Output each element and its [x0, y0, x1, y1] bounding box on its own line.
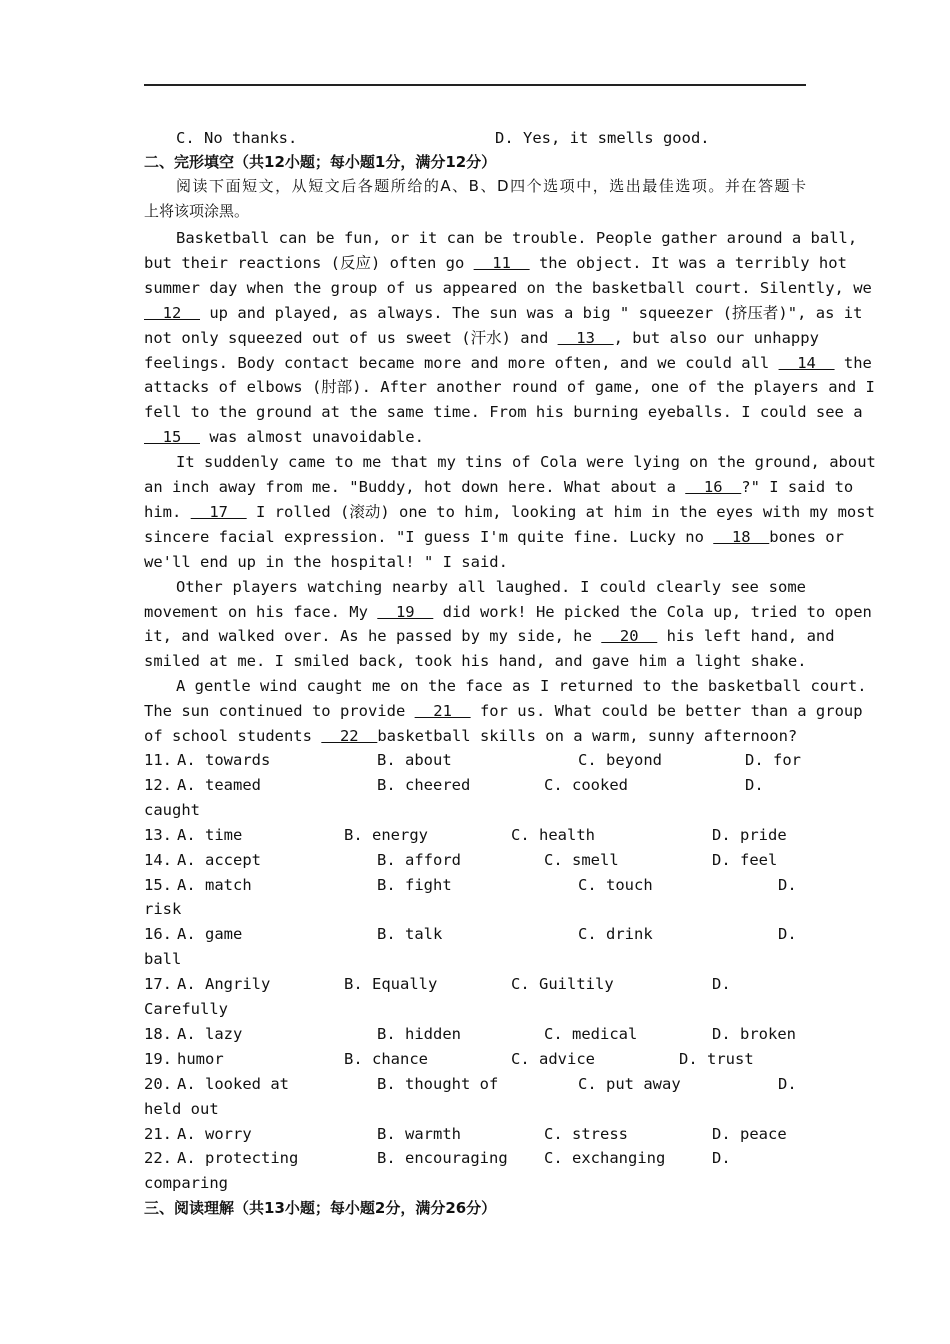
- option-b: B. about: [377, 751, 452, 769]
- cloze-blank: 16: [685, 478, 742, 496]
- question-row: [144, 748, 806, 772]
- option-d: D. for: [745, 751, 801, 769]
- option-a: A. game: [177, 925, 243, 944]
- option-c: C. Guiltily: [511, 975, 614, 994]
- passage-line: Other players watching nearby all laughed. I could clearly see some: [176, 577, 806, 596]
- option-b: B. Equally: [344, 975, 438, 994]
- passage-line: sincere facial expression. "I guess I'm quite fine. Lucky no 18 bones or: [144, 527, 844, 546]
- cloze-blank: 14: [778, 353, 835, 372]
- question-row: [144, 773, 806, 797]
- question-number: 22.: [144, 1149, 172, 1168]
- option-c: C. touch: [578, 875, 653, 894]
- passage-line: Basketball can be fun, or it can be trouble. People gather around a ball,: [176, 229, 858, 247]
- option-b: B. chance: [344, 1049, 428, 1068]
- option-a: A. towards: [177, 751, 271, 769]
- option-a: A. looked at: [177, 1074, 289, 1093]
- passage-line: The sun continued to provide 21 for us. What could be better than a group: [144, 702, 863, 721]
- option-c: C. cooked: [544, 775, 628, 794]
- question-number: 19.: [144, 1049, 172, 1068]
- question-row: [144, 848, 806, 872]
- question-row: [144, 922, 806, 946]
- option-a: A. worry: [177, 1124, 252, 1143]
- cloze-blank: 17: [190, 502, 247, 521]
- question-number: 20.: [144, 1074, 172, 1093]
- option-d: D. broken: [712, 1024, 796, 1043]
- option-b: B. afford: [377, 850, 461, 869]
- option-a: A. match: [177, 875, 252, 894]
- cloze-blank: 18: [713, 527, 770, 546]
- option-c: C. put away: [578, 1074, 681, 1093]
- passage-line: A gentle wind caught me on the face as I returned to the basketball court.: [176, 677, 867, 696]
- section-heading-cloze: 二、完形填空（共12小题；每小题1分，满分12分）: [144, 153, 497, 171]
- question-number: 14.: [144, 850, 172, 869]
- prev-question-options: [144, 126, 806, 150]
- passage-line: attacks of elbows (肘部). After another round of game, one of the players and I: [144, 378, 875, 397]
- passage-line: it, and walked over. As he passed by my side, he 20 his left hand, and: [144, 627, 835, 646]
- question-row: [144, 873, 806, 897]
- question-number: 15.: [144, 875, 172, 894]
- passage-line: we'll end up in the hospital! " I said.: [144, 552, 508, 571]
- passage-line: 15 was almost unavoidable.: [144, 428, 424, 447]
- question-row: [144, 1146, 806, 1170]
- option-b: B. fight: [377, 875, 452, 894]
- option-c: C. medical: [544, 1024, 638, 1043]
- cloze-instruction-line-2: 上将该项涂黑。: [144, 202, 250, 220]
- question-number: 16.: [144, 925, 172, 944]
- passage-line: It suddenly came to me that my tins of Cola were lying on the ground, about: [176, 453, 876, 472]
- passage-line: feelings. Body contact became more and more often, and we could all 14 the: [144, 353, 872, 372]
- option-a: A. accept: [177, 850, 261, 869]
- option-d: D. trust: [679, 1049, 754, 1068]
- option-c: C. smell: [544, 850, 619, 869]
- option-b: B. hidden: [377, 1024, 461, 1043]
- option-b: B. warmth: [377, 1124, 461, 1143]
- section-heading-reading: 三、阅读理解（共13小题；每小题2分，满分26分）: [144, 1199, 497, 1217]
- option-a: A. protecting: [177, 1149, 299, 1168]
- option-d: D. pride: [712, 825, 787, 844]
- passage-line: movement on his face. My 19 did work! He picked the Cola up, tried to open: [144, 602, 872, 621]
- question-number: 18.: [144, 1024, 172, 1043]
- option-d: D. Yes, it smells good.: [495, 129, 710, 147]
- option-c: C. drink: [578, 925, 653, 944]
- cloze-blank: 12: [144, 303, 200, 322]
- passage-line: fell to the ground at the same time. From his burning eyeballs. I could see a: [144, 403, 863, 422]
- option-d: D.: [778, 1074, 797, 1093]
- cloze-blank: 13: [557, 328, 614, 347]
- option-c: C. beyond: [578, 751, 662, 769]
- option-b: B. talk: [377, 925, 443, 944]
- option-d-continued: risk: [144, 900, 182, 919]
- option-a: A. lazy: [177, 1024, 243, 1043]
- cloze-blank: 21: [414, 702, 471, 721]
- option-d: D.: [778, 875, 797, 894]
- option-d-continued: Carefully: [144, 1000, 228, 1018]
- option-b: B. thought of: [377, 1074, 499, 1093]
- option-b: B. cheered: [377, 775, 471, 794]
- question-number: 21.: [144, 1124, 172, 1143]
- option-d-continued: caught: [144, 800, 200, 819]
- option-c: C. exchanging: [544, 1149, 666, 1168]
- option-d-continued: comparing: [144, 1174, 228, 1193]
- option-d-continued: ball: [144, 950, 182, 969]
- option-a: A. time: [177, 825, 243, 844]
- question-row: [144, 823, 806, 847]
- option-a: A. teamed: [177, 775, 261, 794]
- option-d: D.: [745, 775, 764, 794]
- question-row: [144, 1072, 806, 1096]
- option-d-continued: held out: [144, 1099, 219, 1118]
- question-row: [144, 1047, 806, 1071]
- cloze-blank: 19: [377, 602, 434, 621]
- question-row: [144, 1022, 806, 1046]
- cloze-blank: 15: [144, 428, 200, 447]
- option-b: B. encouraging: [377, 1149, 508, 1168]
- option-d: D.: [712, 1149, 731, 1168]
- question-row: [144, 1122, 806, 1146]
- passage-line: him. 17 I rolled (滚动) one to him, looking at him in the eyes with my most: [144, 502, 875, 521]
- option-a: A. Angrily: [177, 975, 271, 994]
- option-a: humor: [177, 1049, 224, 1068]
- cloze-instruction-line-1: 阅读下面短文，从短文后各题所给的A、B、D四个选项中，选出最佳选项。并在答题卡: [176, 177, 806, 195]
- option-d: D.: [712, 975, 731, 994]
- question-number: 17.: [144, 975, 172, 994]
- option-c: C. advice: [511, 1049, 595, 1068]
- passage-line: summer day when the group of us appeared on the basketball court. Silently, we: [144, 278, 872, 297]
- passage-line: of school students 22 basketball skills on a warm, sunny afternoon?: [144, 727, 798, 745]
- passage-line: not only squeezed out of us sweet (汗水) and 13 , but also our unhappy: [144, 328, 819, 347]
- option-b: B. energy: [344, 825, 428, 844]
- option-d: D.: [778, 925, 797, 944]
- option-d: D. peace: [712, 1124, 787, 1143]
- question-number: 12.: [144, 775, 172, 794]
- option-c: C. No thanks.: [176, 129, 298, 147]
- question-row: [144, 972, 806, 996]
- passage-line: 12 up and played, as always. The sun was a big " squeezer (挤压者)", as it: [144, 303, 863, 322]
- question-number: 13.: [144, 825, 172, 844]
- option-d: D. feel: [712, 850, 778, 869]
- question-number: 11.: [144, 751, 172, 769]
- passage-line: an inch away from me. "Buddy, hot down here. What about a 16 ?" I said to: [144, 478, 854, 496]
- cloze-blank: 20: [601, 627, 658, 646]
- header-rule: [144, 84, 806, 86]
- cloze-blank: 22: [321, 727, 378, 745]
- option-c: C. stress: [544, 1124, 628, 1143]
- option-c: C. health: [511, 825, 595, 844]
- cloze-blank: 11: [473, 253, 530, 272]
- passage-line: but their reactions (反应) often go 11 the object. It was a terribly hot: [144, 253, 847, 272]
- passage-line: smiled at me. I smiled back, took his hand, and gave him a light shake.: [144, 652, 807, 671]
